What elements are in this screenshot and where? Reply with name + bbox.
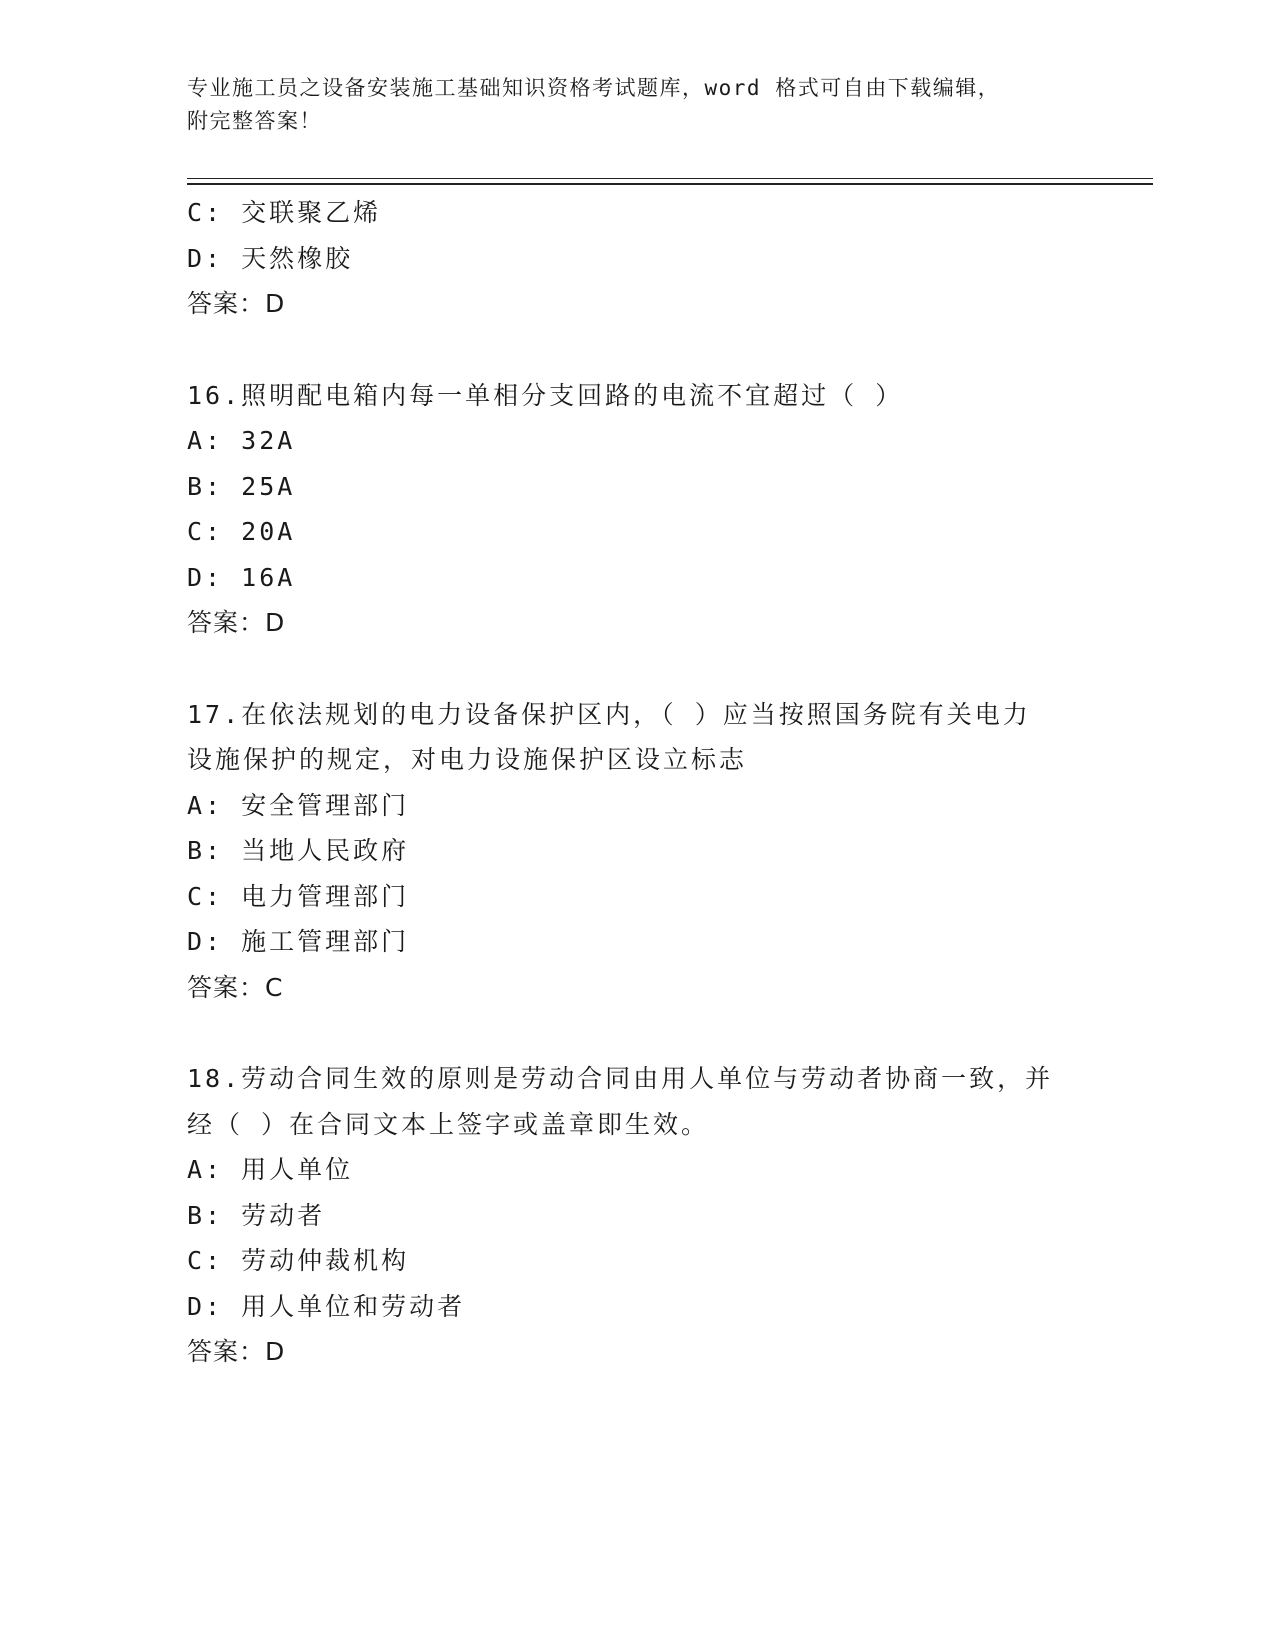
header-line-1: 专业施工员之设备安装施工基础知识资格考试题库，word 格式可自由下载编辑， [187, 76, 1001, 100]
document-header [187, 72, 1077, 138]
prev-question-block [187, 190, 1087, 327]
question-stem-cont: 设施保护的规定，对电力设施保护区设立标志 [187, 745, 748, 774]
question-16 [187, 373, 1087, 646]
spacer [187, 327, 1087, 373]
answer-line: 答案：D [187, 608, 286, 637]
option-a: A: 32A [187, 426, 296, 455]
header-divider-thin [187, 178, 1153, 179]
option-a: A: 安全管理部门 [187, 790, 410, 820]
spacer [187, 646, 1087, 692]
option-c: C: 劳动仲裁机构 [187, 1246, 410, 1275]
answer-line: 答案：C [187, 972, 284, 1002]
question-list [187, 190, 1087, 1375]
option-c: C: 交联聚乙烯 [187, 198, 382, 227]
answer-line: 答案：D [187, 1337, 286, 1366]
answer-line: 答案：D [187, 289, 286, 318]
question-17 [187, 692, 1087, 1011]
option-c: C: 20A [187, 517, 296, 546]
question-18 [187, 1056, 1087, 1375]
option-c: C: 电力管理部门 [187, 881, 410, 911]
option-b: B: 劳动者 [187, 1200, 326, 1230]
question-stem: 16.照明配电箱内每一单相分支回路的电流不宜超过（ ） [187, 380, 904, 410]
spacer [187, 1010, 1087, 1056]
question-stem: 17.在依法规划的电力设备保护区内，（ ）应当按照国务院有关电力 [187, 699, 1031, 729]
question-stem: 18.劳动合同生效的原则是劳动合同由用人单位与劳动者协商一致，并 [187, 1064, 1054, 1093]
option-b: B: 当地人民政府 [187, 836, 410, 865]
option-d: D: 用人单位和劳动者 [187, 1291, 466, 1321]
question-stem-cont: 经（ ）在合同文本上签字或盖章即生效。 [187, 1109, 710, 1139]
option-a: A: 用人单位 [187, 1155, 354, 1184]
option-d: D: 施工管理部门 [187, 927, 410, 956]
option-d: D: 16A [187, 562, 296, 592]
header-divider-thick [187, 183, 1153, 185]
option-d: D: 天然橡胶 [187, 243, 354, 273]
header-line-2: 附完整答案！ [187, 109, 322, 133]
option-b: B: 25A [187, 471, 296, 501]
